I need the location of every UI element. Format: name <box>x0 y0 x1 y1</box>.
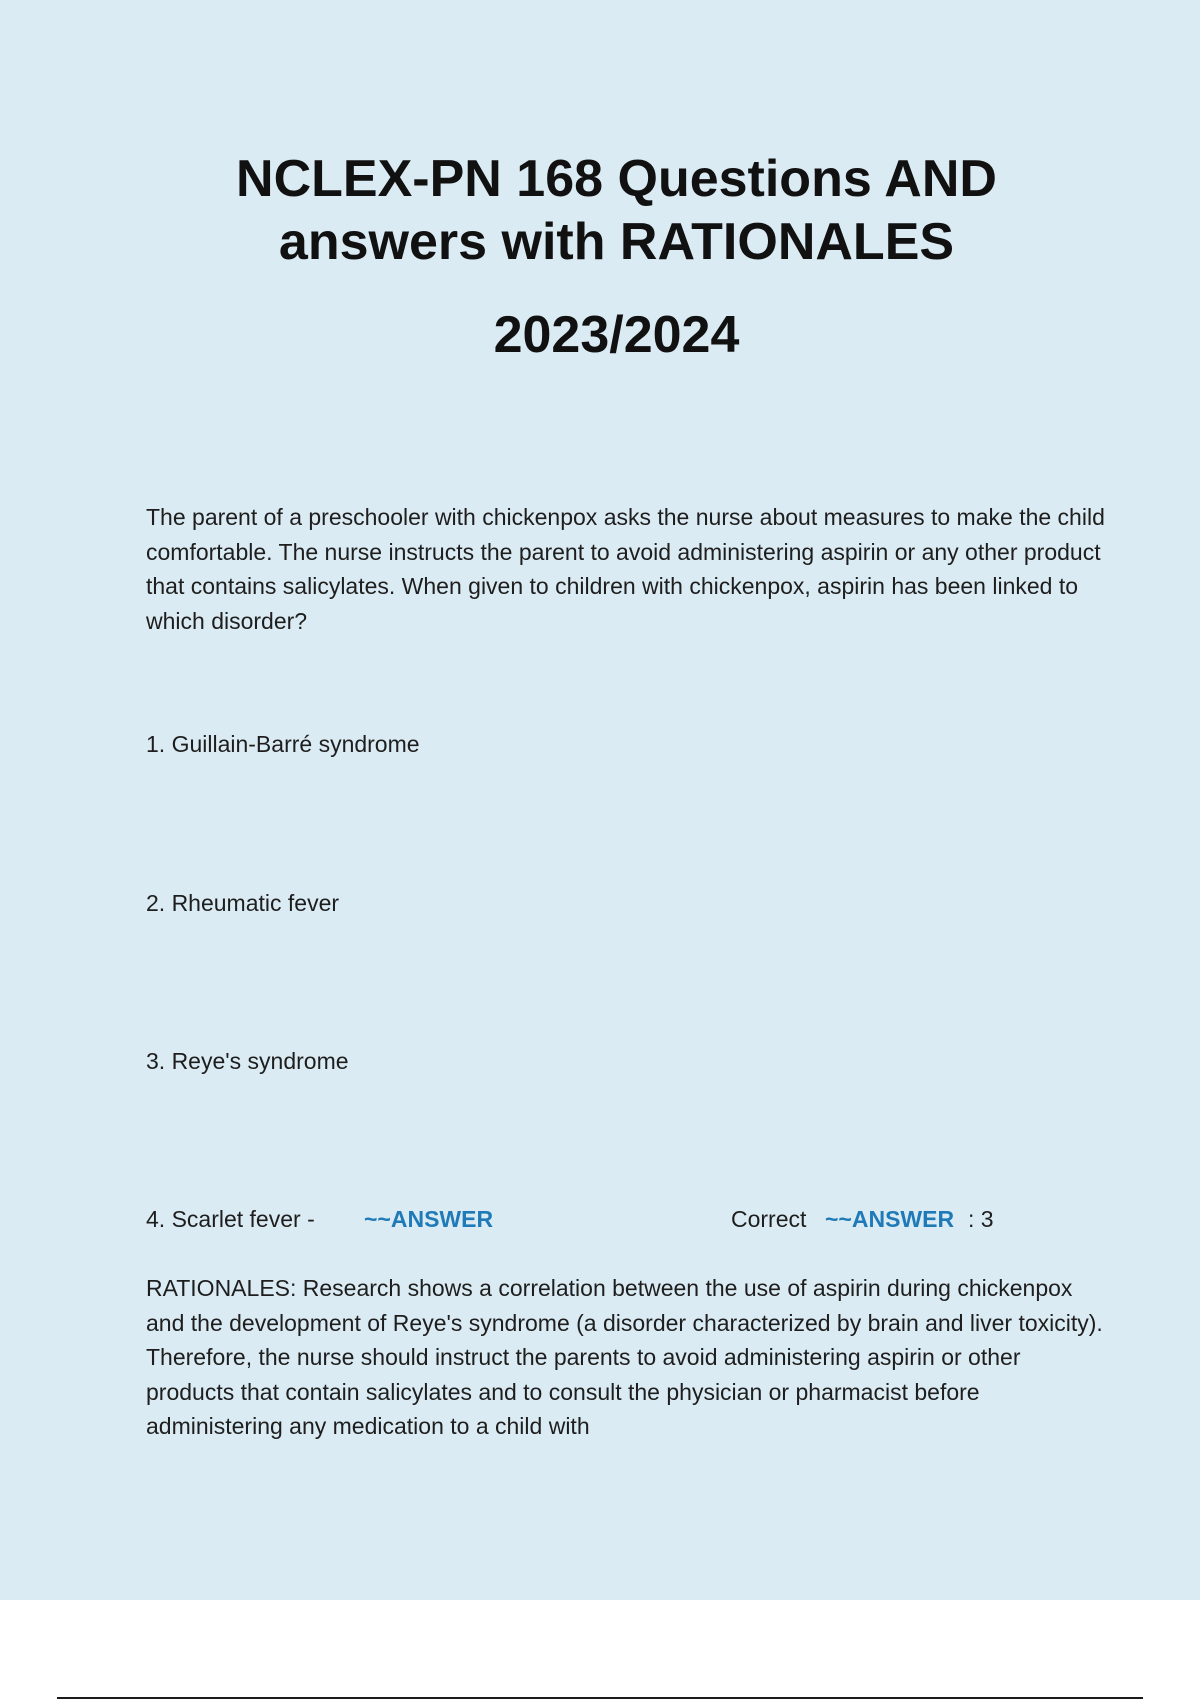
rationale-text: RATIONALES: Research shows a correlation between the use of aspirin during chickenpox and the development of Reye's syndrome (a disorder characterized by brain and liver toxicity). Therefore, the nurse should instruct the parents to avoid administering aspirin or other products that contain salicylates and to consult the physician or pharmacist before administering any medication to a child with <box>146 1275 1103 1439</box>
correct-label: Correct <box>731 1206 807 1232</box>
answer-marker: ~~ANSWER <box>364 1206 494 1232</box>
document-title-line-2: answers with RATIONALES <box>278 213 955 271</box>
answer-option-3: 3. Reye's syndrome <box>146 1048 349 1074</box>
answer-option-2: 2. Rheumatic fever <box>146 890 340 916</box>
correct-answer-marker: ~~ANSWER <box>825 1206 955 1232</box>
answer-option-1: 1. Guillain-Barré syndrome <box>146 731 420 757</box>
footer-divider <box>57 1697 1143 1699</box>
question-text: The parent of a preschooler with chickenpox asks the nurse about measures to make the child comfortable. The nurse instructs the parent to avoid administering aspirin or any other product that contains salicylates. When given to children with chickenpox, aspirin has been linked to which disorder? <box>146 504 1105 634</box>
correct-answer-value: : 3 <box>968 1206 994 1232</box>
document-title-line-1: NCLEX-PN 168 Questions AND <box>236 150 997 208</box>
answer-row <box>146 1202 1046 1238</box>
document-year: 2023/2024 <box>493 306 740 364</box>
answer-option-4: 4. Scarlet fever - <box>146 1206 315 1232</box>
